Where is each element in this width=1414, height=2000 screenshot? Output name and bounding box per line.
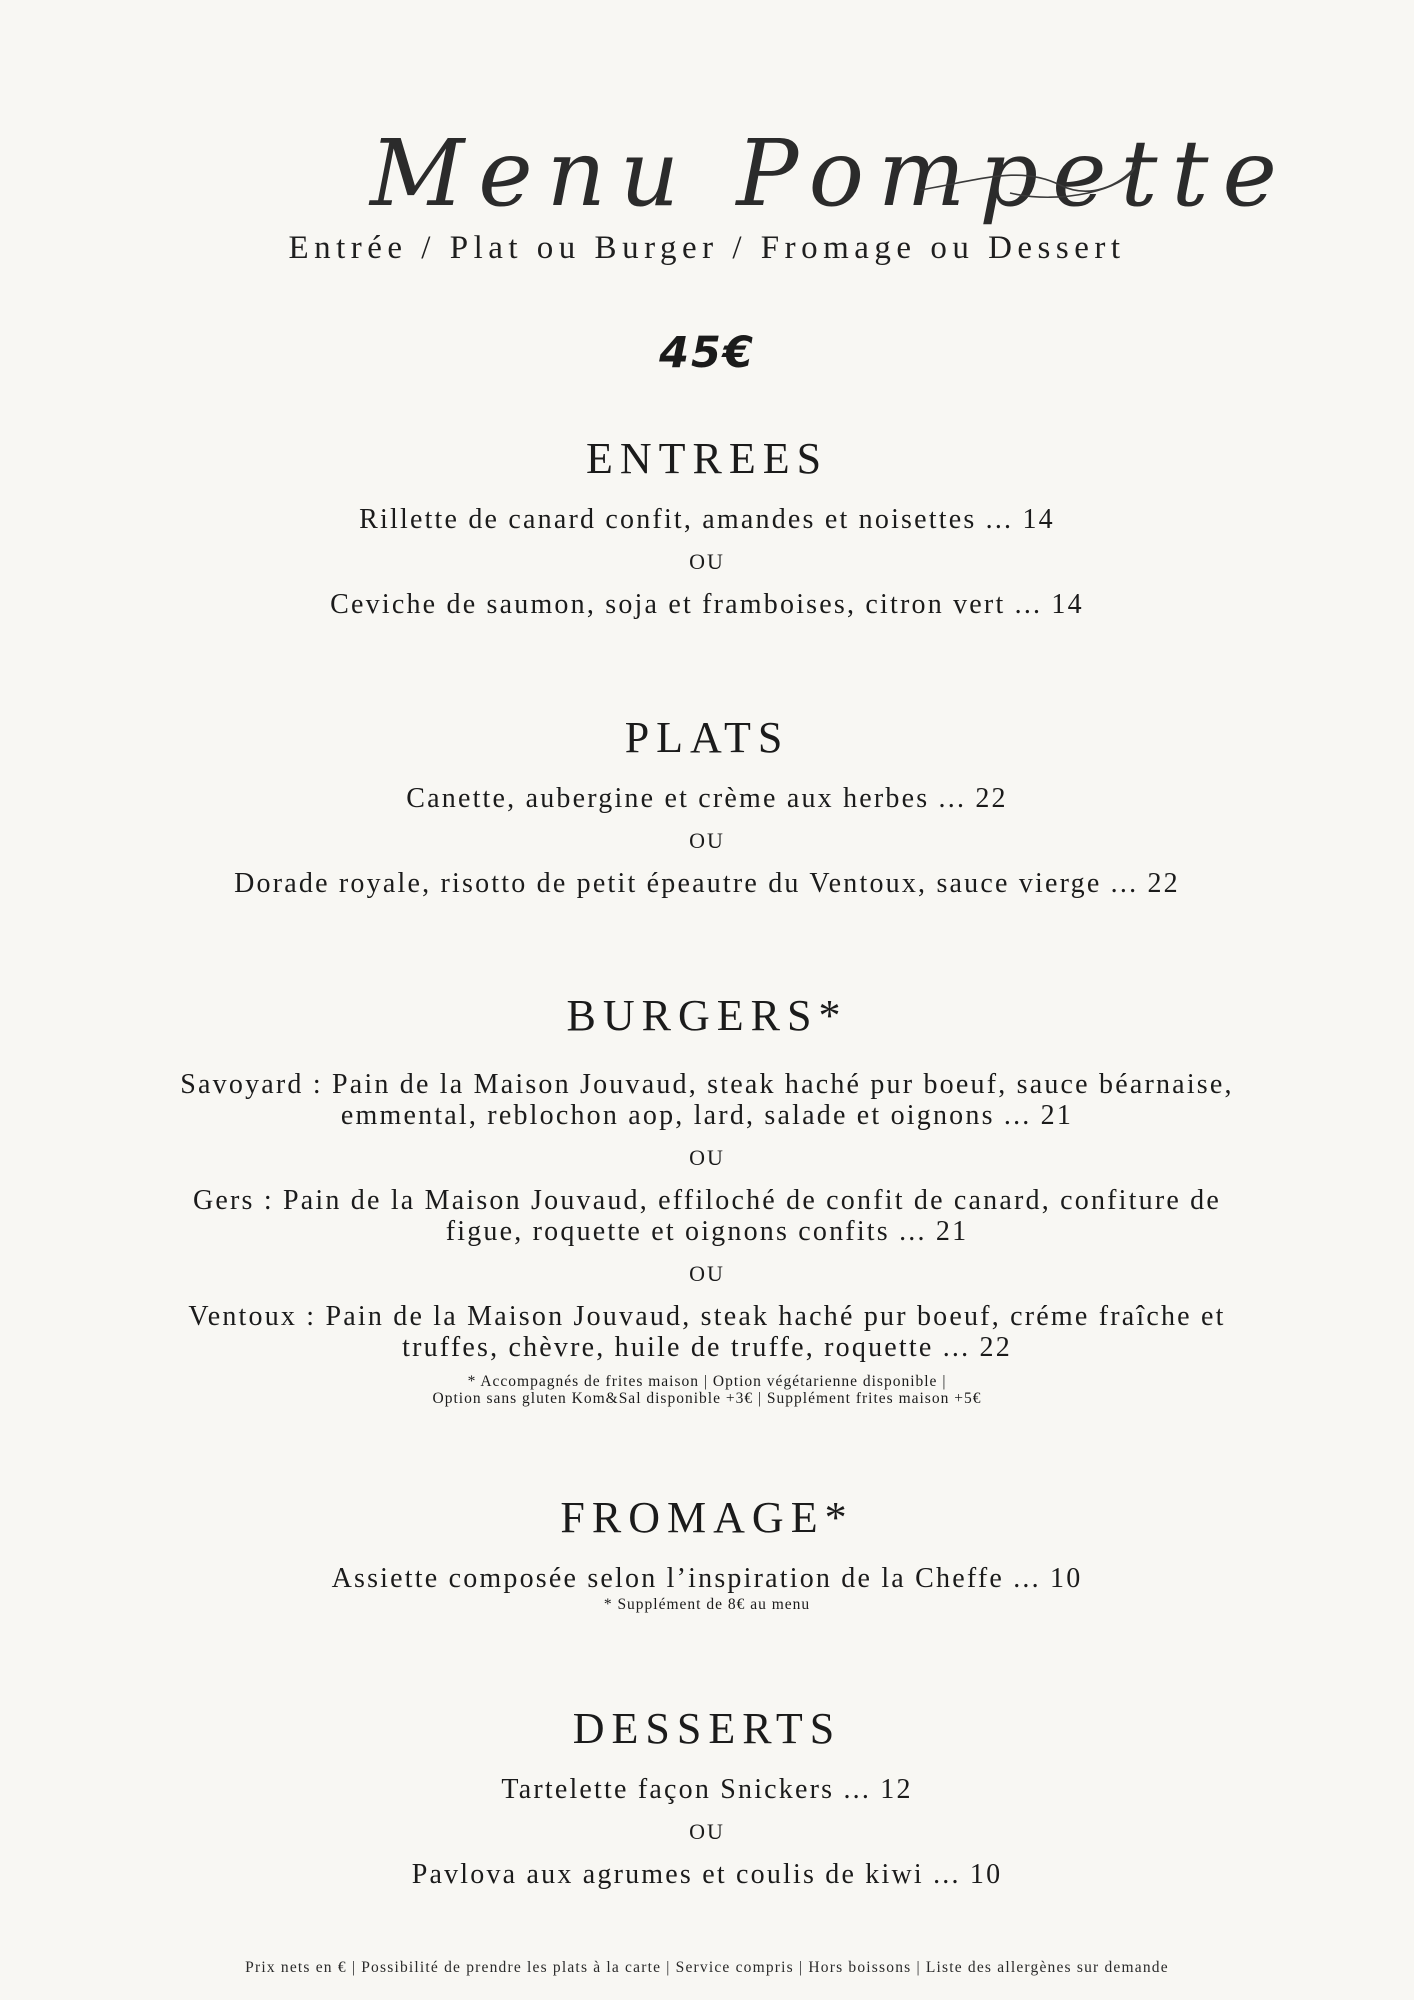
menu-item: Pavlova aux agrumes et coulis de kiwi ... 10 [411,1859,1003,1890]
or-separator: OU [689,1261,725,1286]
menu-item: Ventoux : Pain de la Maison Jouvaud, steak haché pur boeuf, créme fraîche et truffes, chèvre, huile de truffe, roquette ... 22 [188,1301,1226,1363]
menu-item: Dorade royale, risotto de petit épeautre du Ventoux, sauce vierge ... 22 [234,868,1180,899]
menu-item: Ceviche de saumon, soja et framboises, citron vert ... 14 [330,589,1084,620]
menu-title-logo [360,95,1291,245]
or-separator: OU [689,1819,725,1844]
note-line: Option sans gluten Kom&Sal disponible +3€ | Supplément frites maison +5€ [432,1390,982,1407]
section-title: FROMAGE* [560,1493,854,1542]
menu-item: Assiette composée selon l’inspiration de la Cheffe ... 10 [331,1563,1083,1594]
or-separator: OU [689,549,725,574]
fromage-note: * Supplément de 8€ au menu [603,1596,811,1613]
menu-item: Canette, aubergine et crème aux herbes ... 22 [406,783,1008,814]
note-line: * Accompagnés de frites maison | Option végétarienne disponible | [467,1373,947,1390]
menu-title-script [360,95,1291,245]
burgers-note [0,1373,1414,1407]
menu-item: Tartelette façon Snickers ... 12 [501,1774,913,1805]
menu-item: Rillette de canard confit, amandes et noisettes ... 14 [359,504,1055,535]
menu-title-text: Menu Pompette [370,120,1291,227]
menu-formula: Entrée / Plat ou Burger / Fromage ou Dessert [288,230,1126,266]
section-burgers [0,990,1414,1407]
section-title: DESSERTS [572,1704,842,1753]
menu-item: Gers : Pain de la Maison Jouvaud, effiloché de confit de canard, confiture de figue, roquette et oignons confits ... 21 [192,1185,1222,1247]
section-plats [0,712,1414,899]
section-title: BURGERS* [566,991,848,1040]
or-separator: OU [689,828,725,853]
or-separator: OU [689,1145,725,1170]
footer-notice: Prix nets en € | Possibilité de prendre les plats à la carte | Service compris | Hors boissons | Liste des allergènes sur demande [245,1959,1169,1976]
section-fromage [0,1492,1414,1613]
section-desserts [0,1703,1414,1890]
menu-price: 45€ [659,328,755,378]
section-title: ENTREES [585,434,829,483]
menu-item: Savoyard : Pain de la Maison Jouvaud, steak haché pur boeuf, sauce béarnaise, emmental, reblochon aop, lard, salade et oignons ... 21 [180,1069,1234,1131]
section-title: PLATS [624,713,790,762]
section-entrees [0,433,1414,620]
